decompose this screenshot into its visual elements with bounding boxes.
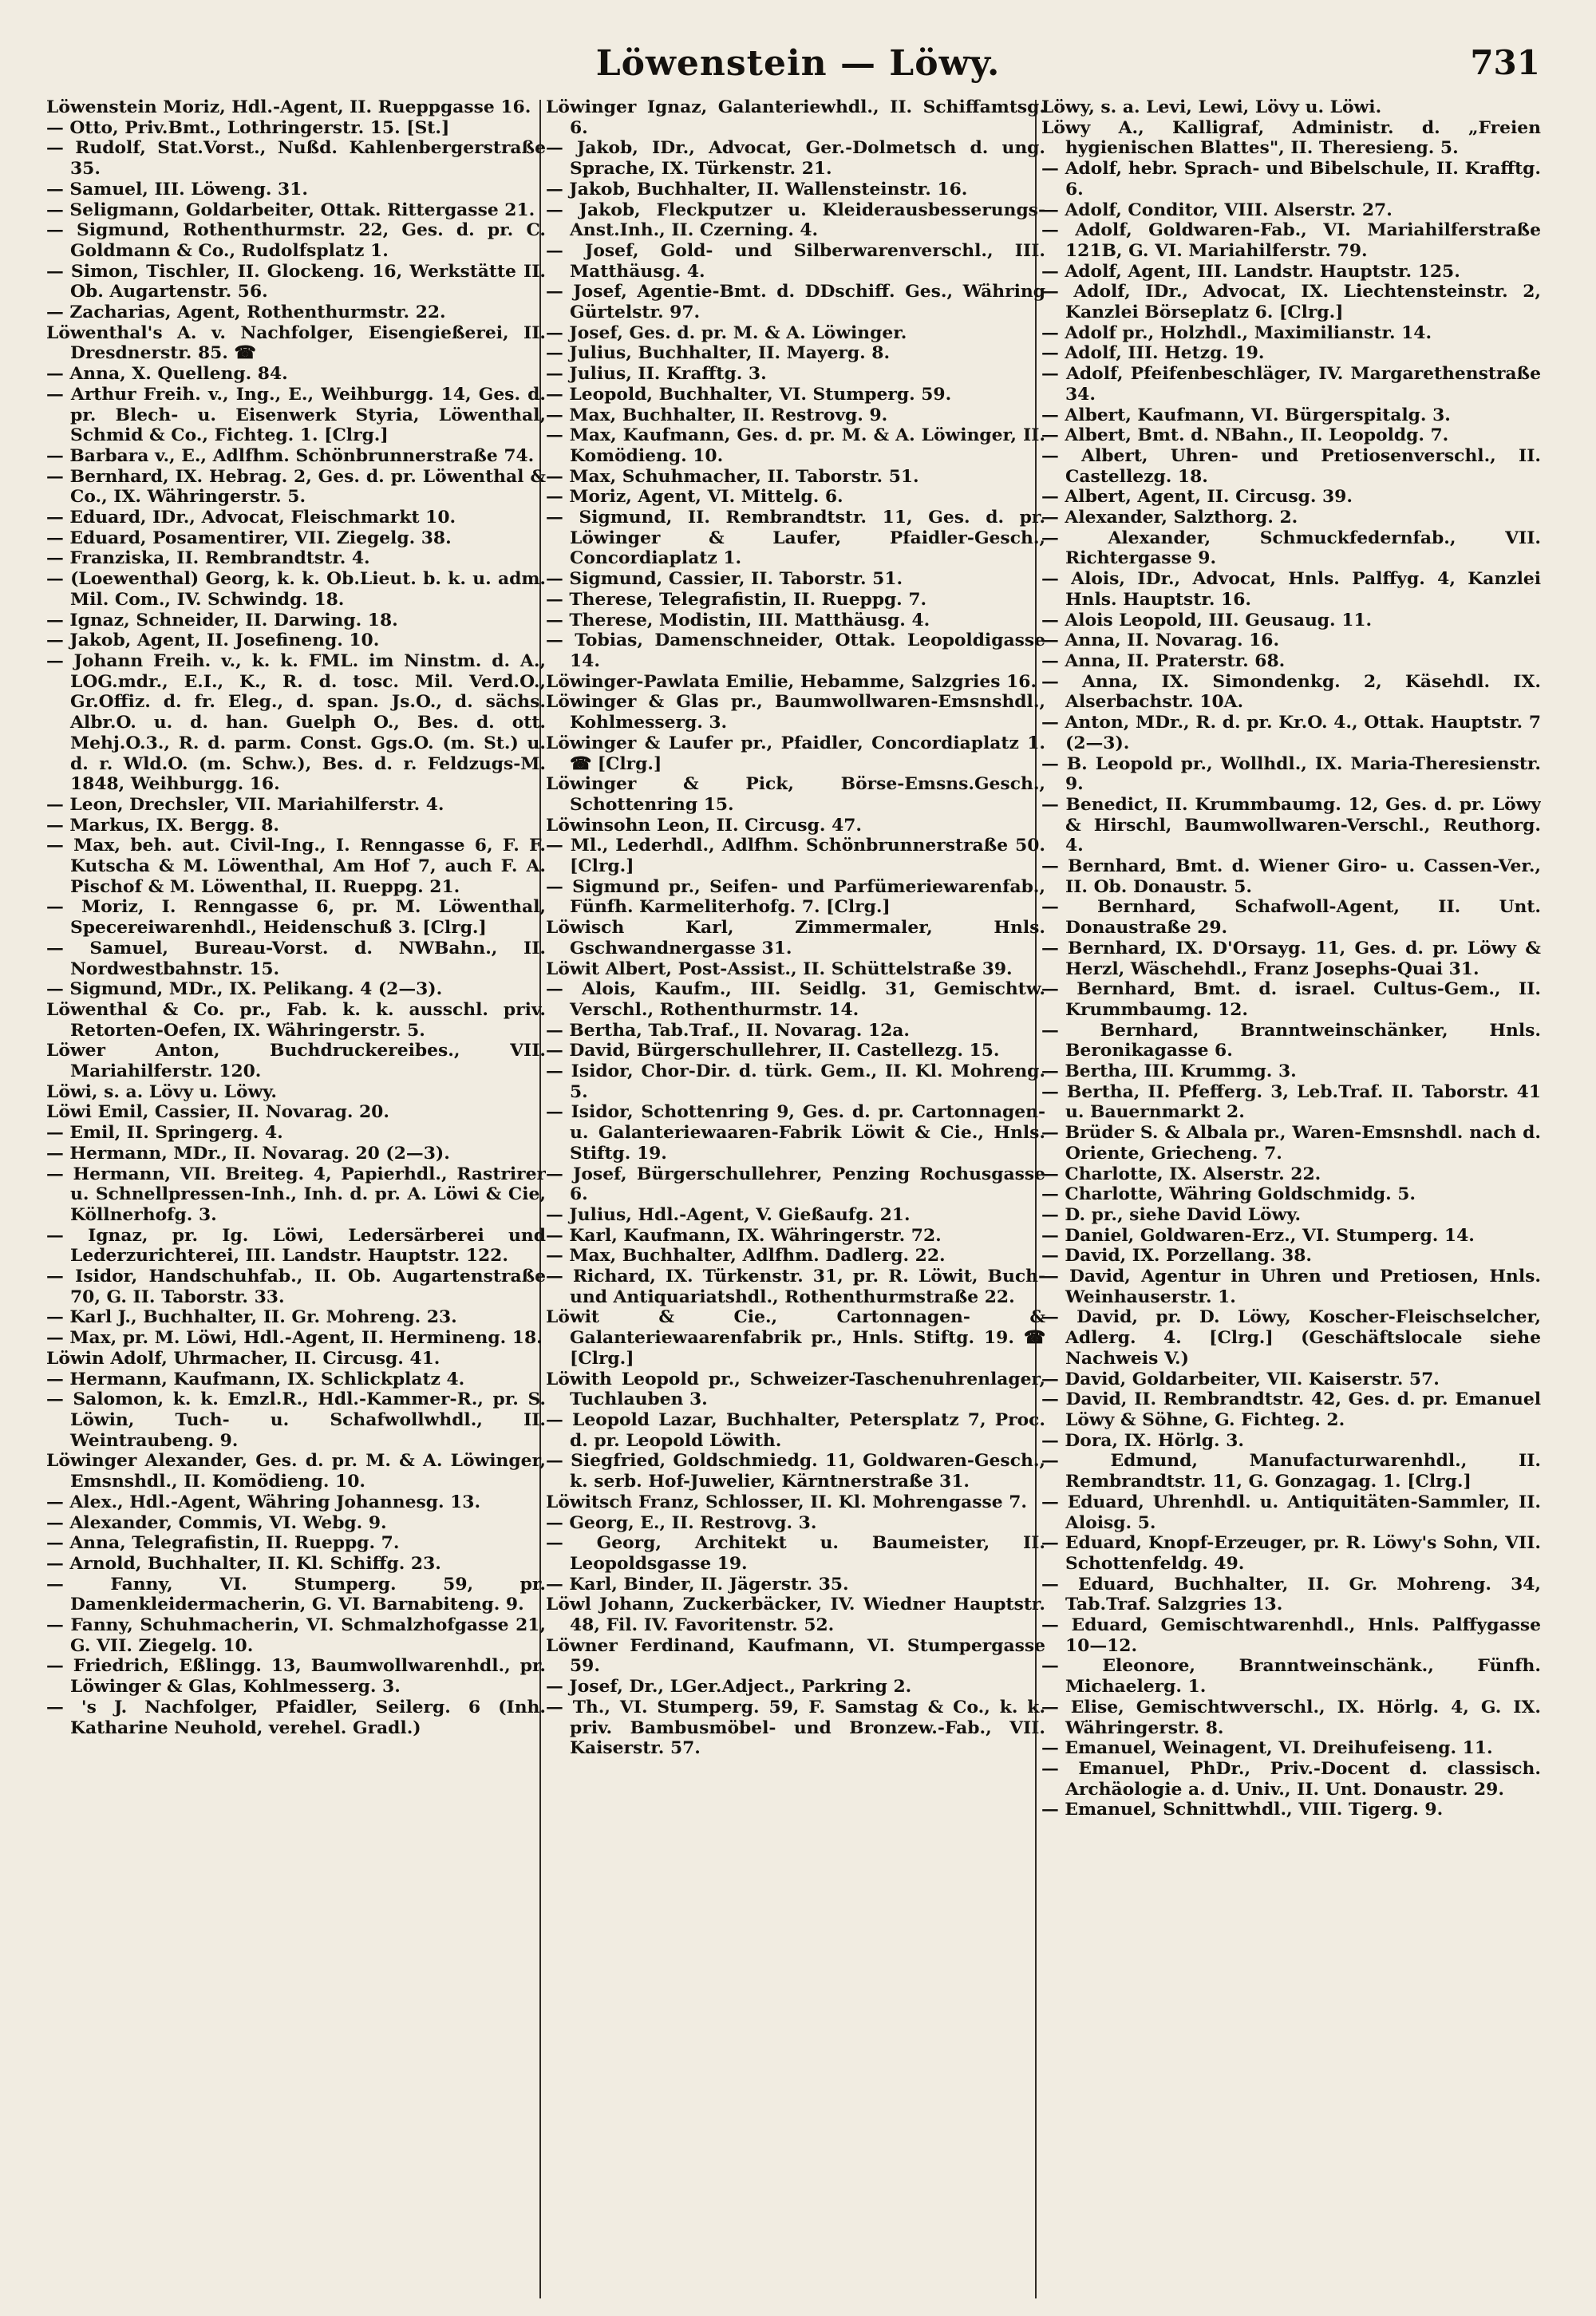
directory-entry: — Alois, Kaufm., III. Seidlg. 31, Gemischtw. Verschl., Rothenthurmstr. 14. (546, 979, 1045, 1020)
directory-entry: — Bernhard, Bmt. d. Wiener Giro- u. Cassen-Ver., II. Ob. Donaustr. 5. (1041, 856, 1541, 897)
directory-entry: — Friedrich, Eßlingg. 13, Baumwollwarenhdl., pr. Löwinger & Glas, Kohlmesserg. 3. (46, 1656, 546, 1697)
directory-entry: — Sigmund, Rothenthurmstr. 22, Ges. d. pr. C. Goldmann & Co., Rudolfsplatz 1. (46, 220, 546, 261)
directory-entry: — Emanuel, Weinagent, VI. Dreihufeiseng. 11. (1041, 1738, 1493, 1759)
directory-entry: — Georg, Architekt u. Baumeister, II. Leopoldsgasse 19. (546, 1533, 1045, 1574)
directory-entry: Löwy, s. a. Levi, Lewi, Lövy u. Löwi. (1041, 97, 1382, 117)
directory-entry: — David, Goldarbeiter, VII. Kaiserstr. 57. (1041, 1369, 1440, 1389)
directory-entry: — B. Leopold pr., Wollhdl., IX. Maria-Theresienstr. 9. (1041, 753, 1541, 795)
directory-entry: — Albert, Kaufmann, VI. Bürgerspitalg. 3. (1041, 405, 1451, 425)
directory-entry: — Bernhard, Bmt. d. israel. Cultus-Gem., II. Krummbaumg. 12. (1041, 979, 1541, 1020)
directory-entry: — Alexander, Commis, VI. Webg. 9. (46, 1512, 387, 1533)
directory-entry: — Julius, Buchhalter, II. Mayerg. 8. (546, 343, 891, 364)
directory-entry: — 's J. Nachfolger, Pfaidler, Seilerg. 6 (Inh. Katharine Neuhold, verehel. Gradl.) (46, 1697, 546, 1738)
column-2 (546, 97, 1045, 2300)
directory-entry: — Charlotte, IX. Alserstr. 22. (1041, 1164, 1321, 1184)
directory-entry: Löwinger-Pawlata Emilie, Hebamme, Salzgries 16. (546, 671, 1037, 692)
directory-entry: — Richard, IX. Türkenstr. 31, pr. R. Löwit, Buch- und Antiquariatshdl., Rothenthurmstraße 22. (546, 1267, 1045, 1307)
directory-entry: — Ignaz, pr. Ig. Löwi, Ledersärberei und Lederzurichterei, III. Landstr. Hauptstr. 122. (46, 1225, 546, 1267)
directory-entry: Löwinger & Glas pr., Baumwollwaren-Emsnshdl., Kohlmesserg. 3. (546, 692, 1045, 733)
directory-entry: Löwer Anton, Buchdruckereibes., VII. Mariahilferstr. 120. (46, 1041, 546, 1082)
directory-entry: — Eduard, Uhrenhdl. u. Antiquitäten-Sammler, II. Aloisg. 5. (1041, 1492, 1541, 1533)
directory-entry: — Bernhard, IX. Hebrag. 2, Ges. d. pr. Löwenthal & Co., IX. Währingerstr. 5. (46, 466, 546, 508)
directory-entry: — Eduard, Gemischtwarenhdl., Hnls. Palffygasse 10—12. (1041, 1615, 1541, 1656)
directory-entry: — Hermann, VII. Breiteg. 4, Papierhdl., Rastrirer u. Schnellpressen-Inh., Inh. d. pr. A. Löwi & Cie, Köllnerhofg. 3. (46, 1164, 546, 1225)
directory-entry: — Josef, Agentie-Bmt. d. DDschiff. Ges., Währing Gürtelstr. 97. (546, 282, 1045, 323)
directory-entry: — Dora, IX. Hörlg. 3. (1041, 1430, 1244, 1451)
directory-entry: Löwit Albert, Post-Assist., II. Schüttelstraße 39. (546, 958, 1013, 979)
directory-entry: — Karl J., Buchhalter, II. Gr. Mohreng. 23. (46, 1307, 457, 1328)
directory-entry: — David, pr. D. Löwy, Koscher-Fleischselcher, Adlerg. 4. [Clrg.] (Geschäftslocale siehe Nachweis V.) (1041, 1307, 1541, 1369)
directory-entry: — Josef, Dr., LGer.Adject., Parkring 2. (546, 1677, 912, 1697)
directory-entry: — Franziska, II. Rembrandtstr. 4. (46, 548, 370, 569)
directory-entry: Löwitsch Franz, Schlosser, II. Kl. Mohrengasse 7. (546, 1492, 1028, 1512)
page-header (0, 32, 1596, 104)
directory-entry: — Anna, IX. Simondenkg. 2, Käsehdl. IX. Alserbachstr. 10A. (1041, 671, 1541, 713)
directory-entry: — Adolf, Goldwaren-Fab., VI. Mariahilferstraße 121B, G. VI. Mariahilferstr. 79. (1041, 220, 1541, 261)
directory-entry: — Fanny, Schuhmacherin, VI. Schmalzhofgasse 21, G. VII. Ziegelg. 10. (46, 1615, 546, 1656)
directory-entry: Löwin Adolf, Uhrmacher, II. Circusg. 41. (46, 1348, 440, 1369)
directory-entry: — Therese, Modistin, III. Matthäusg. 4. (546, 610, 930, 630)
directory-entry: — Arnold, Buchhalter, II. Kl. Schiffg. 23. (46, 1553, 441, 1574)
directory-entry: — (Loewenthal) Georg, k. k. Ob.Lieut. b. k. u. adm. Mil. Com., IV. Schwindg. 18. (46, 569, 546, 610)
directory-entry: — Adolf, Conditor, VIII. Alserstr. 27. (1041, 200, 1393, 220)
directory-entry: — Albert, Bmt. d. NBahn., II. Leopoldg. 7. (1041, 425, 1449, 446)
directory-entry: — Ml., Lederhdl., Adlfhm. Schönbrunnerstraße 50. [Clrg.] (546, 836, 1045, 877)
directory-entry: — Therese, Telegrafistin, II. Rueppg. 7. (546, 589, 927, 610)
directory-entry: — Sigmund, MDr., IX. Pelikang. 4 (2—3). (46, 979, 443, 1000)
directory-entry: — Jakob, Fleckputzer u. Kleiderausbesserungs-Anst.Inh., II. Czerning. 4. (546, 200, 1045, 241)
directory-entry: — Hermann, Kaufmann, IX. Schlickplatz 4. (46, 1369, 465, 1389)
directory-entry: Löwinger Ignaz, Galanteriewhdl., II. Schiffamtsg. 6. (546, 97, 1045, 138)
directory-entry: Löwenthal & Co. pr., Fab. k. k. ausschl. priv. Retorten-Oefen, IX. Währingerstr. 5. (46, 999, 546, 1041)
directory-entry: — Bertha, Tab.Traf., II. Novarag. 12a. (546, 1020, 910, 1041)
directory-entry: — Emanuel, Schnittwhdl., VIII. Tigerg. 9. (1041, 1800, 1444, 1820)
directory-entry: — Karl, Kaufmann, IX. Währingerstr. 72. (546, 1225, 942, 1246)
directory-entry: — Brüder S. & Albala pr., Waren-Emsnshdl. nach d. Oriente, Griecheng. 7. (1041, 1123, 1541, 1164)
directory-entry: — Samuel, Bureau-Vorst. d. NWBahn., II. Nordwestbahnstr. 15. (46, 938, 546, 979)
column-3 (1041, 97, 1541, 2300)
directory-entry: — Alois Leopold, III. Geusaug. 11. (1041, 610, 1373, 630)
directory-entry: — Adolf, Agent, III. Landstr. Hauptstr. 125. (1041, 261, 1460, 282)
directory-entry: Löwy A., Kalligraf, Administr. d. „Freien hygienischen Blattes", II. Theresieng. 5. (1041, 117, 1541, 159)
directory-entry: Löwner Ferdinand, Kaufmann, VI. Stumpergasse 59. (546, 1635, 1045, 1677)
directory-entry: Löwith Leopold pr., Schweizer-Taschenuhrenlager, Tuchlauben 3. (546, 1369, 1045, 1410)
directory-entry: — Alois, IDr., Advocat, Hnls. Palffyg. 4, Kanzlei Hnls. Hauptstr. 16. (1041, 569, 1541, 610)
directory-entry: — David, Bürgerschullehrer, II. Castellezg. 15. (546, 1041, 1000, 1061)
directory-entry: — Elise, Gemischtwverschl., IX. Hörlg. 4, G. IX. Währingerstr. 8. (1041, 1697, 1541, 1738)
directory-entry: — Leon, Drechsler, VII. Mariahilferstr. 4. (46, 794, 444, 815)
page-number: 731 (1470, 43, 1540, 82)
directory-entry: Löwenthal's A. v. Nachfolger, Eisengießerei, II. Dresdnerstr. 85. ☎ (46, 322, 546, 364)
directory-entry: Löwit & Cie., Cartonnagen- & Galanteriewaarenfabrik pr., Hnls. Stiftg. 19. ☎ [Clrg.] (546, 1307, 1045, 1369)
directory-entry: — Samuel, III. Löweng. 31. (46, 179, 308, 200)
directory-entry: — Alexander, Salzthorg. 2. (1041, 508, 1298, 528)
directory-entry: — Salomon, k. k. Emzl.R., Hdl.-Kammer-R., pr. S. Löwin, Tuch- u. Schafwollwhdl., II. Weintraubeng. 9. (46, 1389, 546, 1451)
directory-entry: — Moriz, Agent, VI. Mittelg. 6. (546, 487, 843, 508)
directory-entry: — Max, beh. aut. Civil-Ing., I. Renngasse 6, F. F. Kutscha & M. Löwenthal, Am Hof 7, auch F. A. Pischof & M. Löwenthal, II. Rueppg. 21. (46, 836, 546, 897)
directory-entry: — Otto, Priv.Bmt., Lothringerstr. 15. [St.] (46, 117, 450, 138)
directory-entry: — Alex., Hdl.-Agent, Währing Johannesg. 13. (46, 1492, 481, 1512)
directory-entry: — Albert, Agent, II. Circusg. 39. (1041, 487, 1353, 508)
directory-entry: — Eduard, Buchhalter, II. Gr. Mohreng. 34, Tab.Traf. Salzgries 13. (1041, 1574, 1541, 1615)
directory-entry: — Julius, Hdl.-Agent, V. Gießaufg. 21. (546, 1204, 911, 1225)
directory-entry: Löwi Emil, Cassier, II. Novarag. 20. (46, 1102, 389, 1123)
directory-entry: — Zacharias, Agent, Rothenthurmstr. 22. (46, 302, 446, 323)
directory-entry: — Anna, Telegrafistin, II. Rueppg. 7. (46, 1533, 400, 1554)
directory-entry: — Sigmund, Cassier, II. Taborstr. 51. (546, 569, 903, 590)
directory-entry: — Adolf, III. Hetzg. 19. (1041, 343, 1265, 364)
directory-entry: — Bertha, III. Krummg. 3. (1041, 1061, 1297, 1082)
directory-entry: — Eduard, Knopf-Erzeuger, pr. R. Löwy's Sohn, VII. Schottenfeldg. 49. (1041, 1533, 1541, 1574)
directory-entry: — Charlotte, Währing Goldschmidg. 5. (1041, 1184, 1416, 1205)
directory-entry: — Arthur Freih. v., Ing., E., Weihburgg. 14, Ges. d. pr. Blech- u. Eisenwerk Styria, Löwenthal, Schmid & Co., Fichteg. 1. [Clrg.] (46, 384, 546, 446)
directory-entry: — Bernhard, Branntweinschänker, Hnls. Beronikagasse 6. (1041, 1020, 1541, 1061)
directory-entry: — D. pr., siehe David Löwy. (1041, 1204, 1302, 1225)
directory-entry: — Josef, Gold- und Silberwarenverschl., III. Matthäusg. 4. (546, 240, 1045, 282)
directory-entry: — Adolf pr., Holzhdl., Maximilianstr. 14. (1041, 322, 1432, 343)
directory-entry: — Emil, II. Springerg. 4. (46, 1123, 283, 1144)
directory-entry: — Isidor, Handschuhfab., II. Ob. Augartenstraße 70, G. II. Taborstr. 33. (46, 1267, 546, 1307)
directory-entry: — Isidor, Chor-Dir. d. türk. Gem., II. Kl. Mohreng. 5. (546, 1061, 1045, 1102)
directory-entry: — Hermann, MDr., II. Novarag. 20 (2—3). (46, 1143, 450, 1164)
directory-entry: — David, II. Rembrandtstr. 42, Ges. d. pr. Emanuel Löwy & Söhne, G. Fichteg. 2. (1041, 1389, 1541, 1430)
directory-entry: — Max, Buchhalter, Adlfhm. Dadlerg. 22. (546, 1246, 946, 1267)
directory-entry: — Moriz, I. Renngasse 6, pr. M. Löwenthal, Specereiwarenhdl., Heidenschuß 3. [Clrg.] (46, 897, 546, 939)
directory-entry: — Daniel, Goldwaren-Erz., VI. Stumperg. 14. (1041, 1225, 1475, 1246)
directory-entry: — Sigmund, II. Rembrandtstr. 11, Ges. d. pr. Löwinger & Laufer, Pfaidler-Gesch., Concordiaplatz 1. (546, 508, 1045, 569)
directory-entry: — Alexander, Schmuckfedernfab., VII. Richtergasse 9. (1041, 528, 1541, 569)
directory-entry: — Johann Freih. v., k. k. FML. im Ninstm. d. A., LOG.mdr., E.I., K., R. d. tosc. Mil. Verd.O., Gr.Offiz. d. fr. Eleg., d. span. Js.O., d. sächs. Albr.O. u. d. han. Guelph O., Bes. d. ott. Mehj.O.3., R. d. parm. Const. Ggs.O. (m. St.) u. d. r. Wld.O. (m. Schw.), Bes. d. r. Feldzugs-M. 1848, Weihburgg. 16. (46, 650, 546, 795)
directory-entry: — David, IX. Porzellang. 38. (1041, 1246, 1313, 1267)
directory-entry: — Simon, Tischler, II. Glockeng. 16, Werkstätte II. Ob. Augartenstr. 56. (46, 261, 546, 302)
directory-entry: — Max, Schuhmacher, II. Taborstr. 51. (546, 466, 919, 487)
directory-entry: — Siegfried, Goldschmiedg. 11, Goldwaren-Gesch., k. serb. Hof-Juwelier, Kärntnerstraße 31. (546, 1451, 1045, 1492)
directory-entry: Löwinger & Pick, Börse-Emsns.Gesch., Schottenring 15. (546, 774, 1045, 815)
directory-entry: — Leopold, Buchhalter, VI. Stumperg. 59. (546, 384, 952, 405)
directory-entry: — Josef, Ges. d. pr. M. & A. Löwinger. (546, 322, 907, 343)
column-1 (46, 97, 546, 2300)
directory-entry: — Anton, MDr., R. d. pr. Kr.O. 4., Ottak. Hauptstr. 7 (2—3). (1041, 713, 1541, 753)
directory-entry: — Sigmund pr., Seifen- und Parfümeriewarenfab., Fünfh. Karmeliterhofg. 7. [Clrg.] (546, 876, 1045, 918)
directory-entry: — Jakob, Agent, II. Josefineng. 10. (46, 630, 380, 651)
directory-entry: — Anna, II. Novarag. 16. (1041, 630, 1280, 651)
directory-entry: — Barbara v., E., Adlfhm. Schönbrunnerstraße 74. (46, 445, 535, 466)
directory-entry: — Tobias, Damenschneider, Ottak. Leopoldigasse 14. (546, 630, 1045, 671)
directory-entry: — Max, Buchhalter, II. Restrovg. 9. (546, 405, 888, 425)
directory-entry: — Jakob, IDr., Advocat, Ger.-Dolmetsch d. ung. Sprache, IX. Türkenstr. 21. (546, 138, 1045, 180)
directory-entry: — Anna, X. Quelleng. 84. (46, 364, 288, 385)
directory-entry: Löwinsohn Leon, II. Circusg. 47. (546, 815, 863, 836)
directory-entry: — Anna, II. Praterstr. 68. (1041, 650, 1286, 671)
directory-entry: — Julius, II. Krafftg. 3. (546, 364, 767, 385)
directory-entry: — Fanny, VI. Stumperg. 59, pr. Damenkleidermacherin, G. VI. Barnabiteng. 9. (46, 1574, 546, 1615)
directory-entry: — Eleonore, Branntweinschänk., Fünfh. Michaelerg. 1. (1041, 1656, 1541, 1697)
directory-entry: — Benedict, II. Krummbaumg. 12, Ges. d. pr. Löwy & Hirschl, Baumwollwaren-Verschl., Reuthorg. 4. (1041, 794, 1541, 856)
directory-entry: — Adolf, Pfeifenbeschläger, IV. Margarethenstraße 34. (1041, 364, 1541, 405)
directory-entry: — Markus, IX. Bergg. 8. (46, 815, 279, 836)
directory-entry: — Edmund, Manufacturwarenhdl., II. Rembrandtstr. 11, G. Gonzagag. 1. [Clrg.] (1041, 1451, 1541, 1492)
directory-entry: — Karl, Binder, II. Jägerstr. 35. (546, 1574, 849, 1595)
directory-entry: — Josef, Bürgerschullehrer, Penzing Rochusgasse 6. (546, 1164, 1045, 1205)
directory-entry: Löwenstein Moriz, Hdl.-Agent, II. Rueppgasse 16. (46, 97, 531, 117)
directory-entry: — Eduard, IDr., Advocat, Fleischmarkt 10. (46, 508, 456, 528)
directory-entry: — Bernhard, Schafwoll-Agent, II. Unt. Donaustraße 29. (1041, 897, 1541, 939)
directory-entry: — Bertha, II. Pfefferg. 3, Leb.Traf. II. Taborstr. 41 u. Bauernmarkt 2. (1041, 1081, 1541, 1123)
directory-entry: Löwi, s. a. Lövy u. Löwy. (46, 1081, 278, 1102)
directory-entry: — Rudolf, Stat.Vorst., Nußd. Kahlenbergerstraße 35. (46, 138, 546, 180)
directory-entry: — Leopold Lazar, Buchhalter, Petersplatz 7, Proc. d. pr. Leopold Löwith. (546, 1410, 1045, 1451)
directory-entry: — Eduard, Posamentirer, VII. Ziegelg. 38. (46, 528, 452, 548)
directory-entry: — Emanuel, PhDr., Priv.-Docent d. classisch. Archäologie a. d. Univ., II. Unt. Donaustr. 29. (1041, 1758, 1541, 1800)
directory-entry: Löwl Johann, Zuckerbäcker, IV. Wiedner Hauptstr. 48, Fil. IV. Favoritenstr. 52. (546, 1595, 1045, 1636)
directory-entry: — David, Agentur in Uhren und Pretiosen, Hnls. Weinhauserstr. 1. (1041, 1267, 1541, 1307)
directory-entry: Löwisch Karl, Zimmermaler, Hnls. Gschwandnergasse 31. (546, 918, 1045, 958)
directory-entry: Löwinger Alexander, Ges. d. pr. M. & A. Löwinger, Emsnshdl., II. Komödieng. 10. (46, 1451, 546, 1492)
directory-entry: Löwinger & Laufer pr., Pfaidler, Concordiaplatz 1. ☎ [Clrg.] (546, 733, 1045, 774)
directory-entry: — Seligmann, Goldarbeiter, Ottak. Rittergasse 21. (46, 200, 535, 220)
directory-entry: — Max, pr. M. Löwi, Hdl.-Agent, II. Hermineng. 18. (46, 1328, 543, 1349)
directory-entry: — Adolf, hebr. Sprach- und Bibelschule, II. Krafftg. 6. (1041, 159, 1541, 200)
directory-entry: — Max, Kaufmann, Ges. d. pr. M. & A. Löwinger, II. Komödieng. 10. (546, 425, 1045, 466)
directory-entry: — Bernhard, IX. D'Orsayg. 11, Ges. d. pr. Löwy & Herzl, Wäschehdl., Franz Josephs-Quai 31. (1041, 938, 1541, 979)
running-title: Löwenstein — Löwy. (595, 43, 1001, 84)
directory-entry: — Ignaz, Schneider, II. Darwing. 18. (46, 610, 398, 630)
directory-entry: — Isidor, Schottenring 9, Ges. d. pr. Cartonnagen- u. Galanteriewaaren-Fabrik Löwit & Cie., Hnls. Stiftg. 19. (546, 1102, 1045, 1164)
directory-entry: — Th., VI. Stumperg. 59, F. Samstag & Co., k. k. priv. Bambusmöbel- und Bronzew.-Fab., VII. Kaiserstr. 57. (546, 1697, 1045, 1759)
directory-entry: — Georg, E., II. Restrovg. 3. (546, 1512, 817, 1533)
directory-entry: — Adolf, IDr., Advocat, IX. Liechtensteinstr. 2, Kanzlei Börseplatz 6. [Clrg.] (1041, 282, 1541, 323)
directory-entry: — Jakob, Buchhalter, II. Wallensteinstr. 16. (546, 179, 968, 200)
directory-entry: — Albert, Uhren- und Pretiosenverschl., II. Castellezg. 18. (1041, 445, 1541, 487)
